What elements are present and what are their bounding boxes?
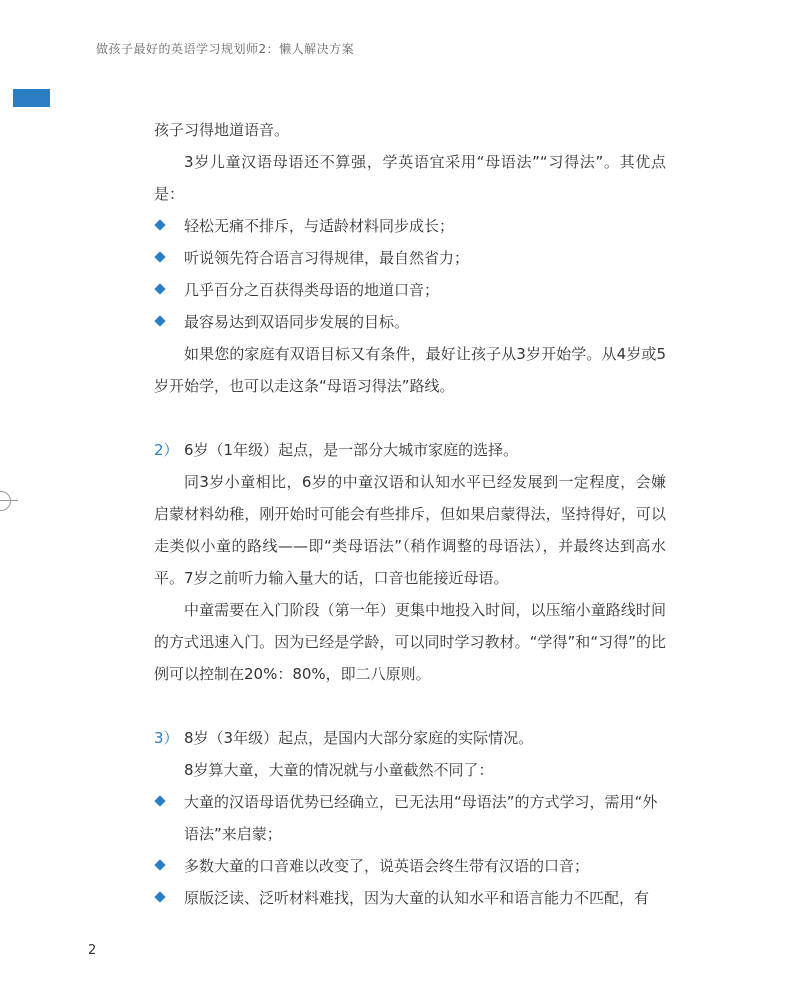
- page-number: 2: [88, 943, 97, 958]
- diamond-bullet-icon: [154, 795, 165, 806]
- section-heading-text: 6岁（1年级）起点，是一部分大城市家庭的选择。: [184, 441, 519, 459]
- paragraph: 8岁算大童，大童的情况就与小童截然不同了：: [184, 761, 494, 779]
- bullet-item: [154, 850, 666, 882]
- bullet-item: [154, 210, 666, 242]
- section-number: 3）: [154, 729, 179, 747]
- chapter-tab-marker: [13, 89, 50, 107]
- section-heading-text: 8岁（3年级）起点，是国内大部分家庭的实际情况。: [184, 729, 534, 747]
- diamond-bullet-icon: [154, 283, 165, 294]
- bullet-text: 最容易达到双语同步发展的目标。: [184, 313, 410, 331]
- diamond-bullet-icon: [154, 891, 165, 902]
- bullet-item: [154, 274, 666, 306]
- bullet-text: 听说领先符合语言习得规律，最自然省力；: [184, 249, 470, 267]
- diamond-bullet-icon: [154, 219, 165, 230]
- diamond-bullet-icon: [154, 251, 165, 262]
- paragraph: 中童需要在入门阶段（第一年）更集中地投入时间，以压缩小童路线时间的方式迅速入门。因为已经是学龄，可以同时学习教材。“学得”和“习得”的比例可以控制在20%：80%，即二八原则。: [154, 601, 666, 683]
- running-header: 做孩子最好的英语学习规划师2：懒人解决方案: [96, 42, 355, 56]
- page-body: [154, 114, 666, 914]
- bullet-item: [154, 882, 666, 914]
- section-heading-3: [154, 722, 666, 754]
- bullet-list: [154, 210, 666, 338]
- bullet-item: [154, 786, 666, 850]
- paragraph: 如果您的家庭有双语目标又有条件，最好让孩子从3岁开始学。从4岁或5岁开始学，也可以走这条“母语习得法”路线。: [154, 345, 666, 395]
- bullet-text: 轻松无痛不排斥，与适龄材料同步成长；: [184, 217, 455, 235]
- bullet-text: 多数大童的口音难以改变了，说英语会终生带有汉语的口音；: [184, 857, 590, 875]
- bullet-list: [154, 786, 666, 914]
- paragraph: 3岁儿童汉语母语还不算强，学英语宜采用“母语法”“习得法”。其优点是：: [154, 153, 666, 203]
- bullet-text: 原版泛读、泛听材料难找，因为大童的认知水平和语言能力不匹配，有: [184, 889, 650, 907]
- bullet-text: 大童的汉语母语优势已经确立，已无法用“母语法”的方式学习，需用“外语法”来启蒙；: [184, 793, 658, 843]
- bullet-text: 几乎百分之百获得类母语的地道口音；: [184, 281, 440, 299]
- paragraph: 孩子习得地道语音。: [154, 121, 290, 139]
- paragraph: 同3岁小童相比，6岁的中童汉语和认知水平已经发展到一定程度，会嫌启蒙材料幼稚，刚开始时可能会有些排斥，但如果启蒙得法，坚持得好，可以走类似小童的路线——即“类母语法”（稍作调整的母语法），并最终达到高水平。7岁之前听力输入量大的话，口音也能接近母语。: [154, 473, 666, 587]
- section-number: 2）: [154, 441, 179, 459]
- diamond-bullet-icon: [154, 315, 165, 326]
- section-heading-2: [154, 434, 666, 466]
- diamond-bullet-icon: [154, 859, 165, 870]
- registration-mark: [0, 491, 11, 511]
- bullet-item: [154, 242, 666, 274]
- bullet-item: [154, 306, 666, 338]
